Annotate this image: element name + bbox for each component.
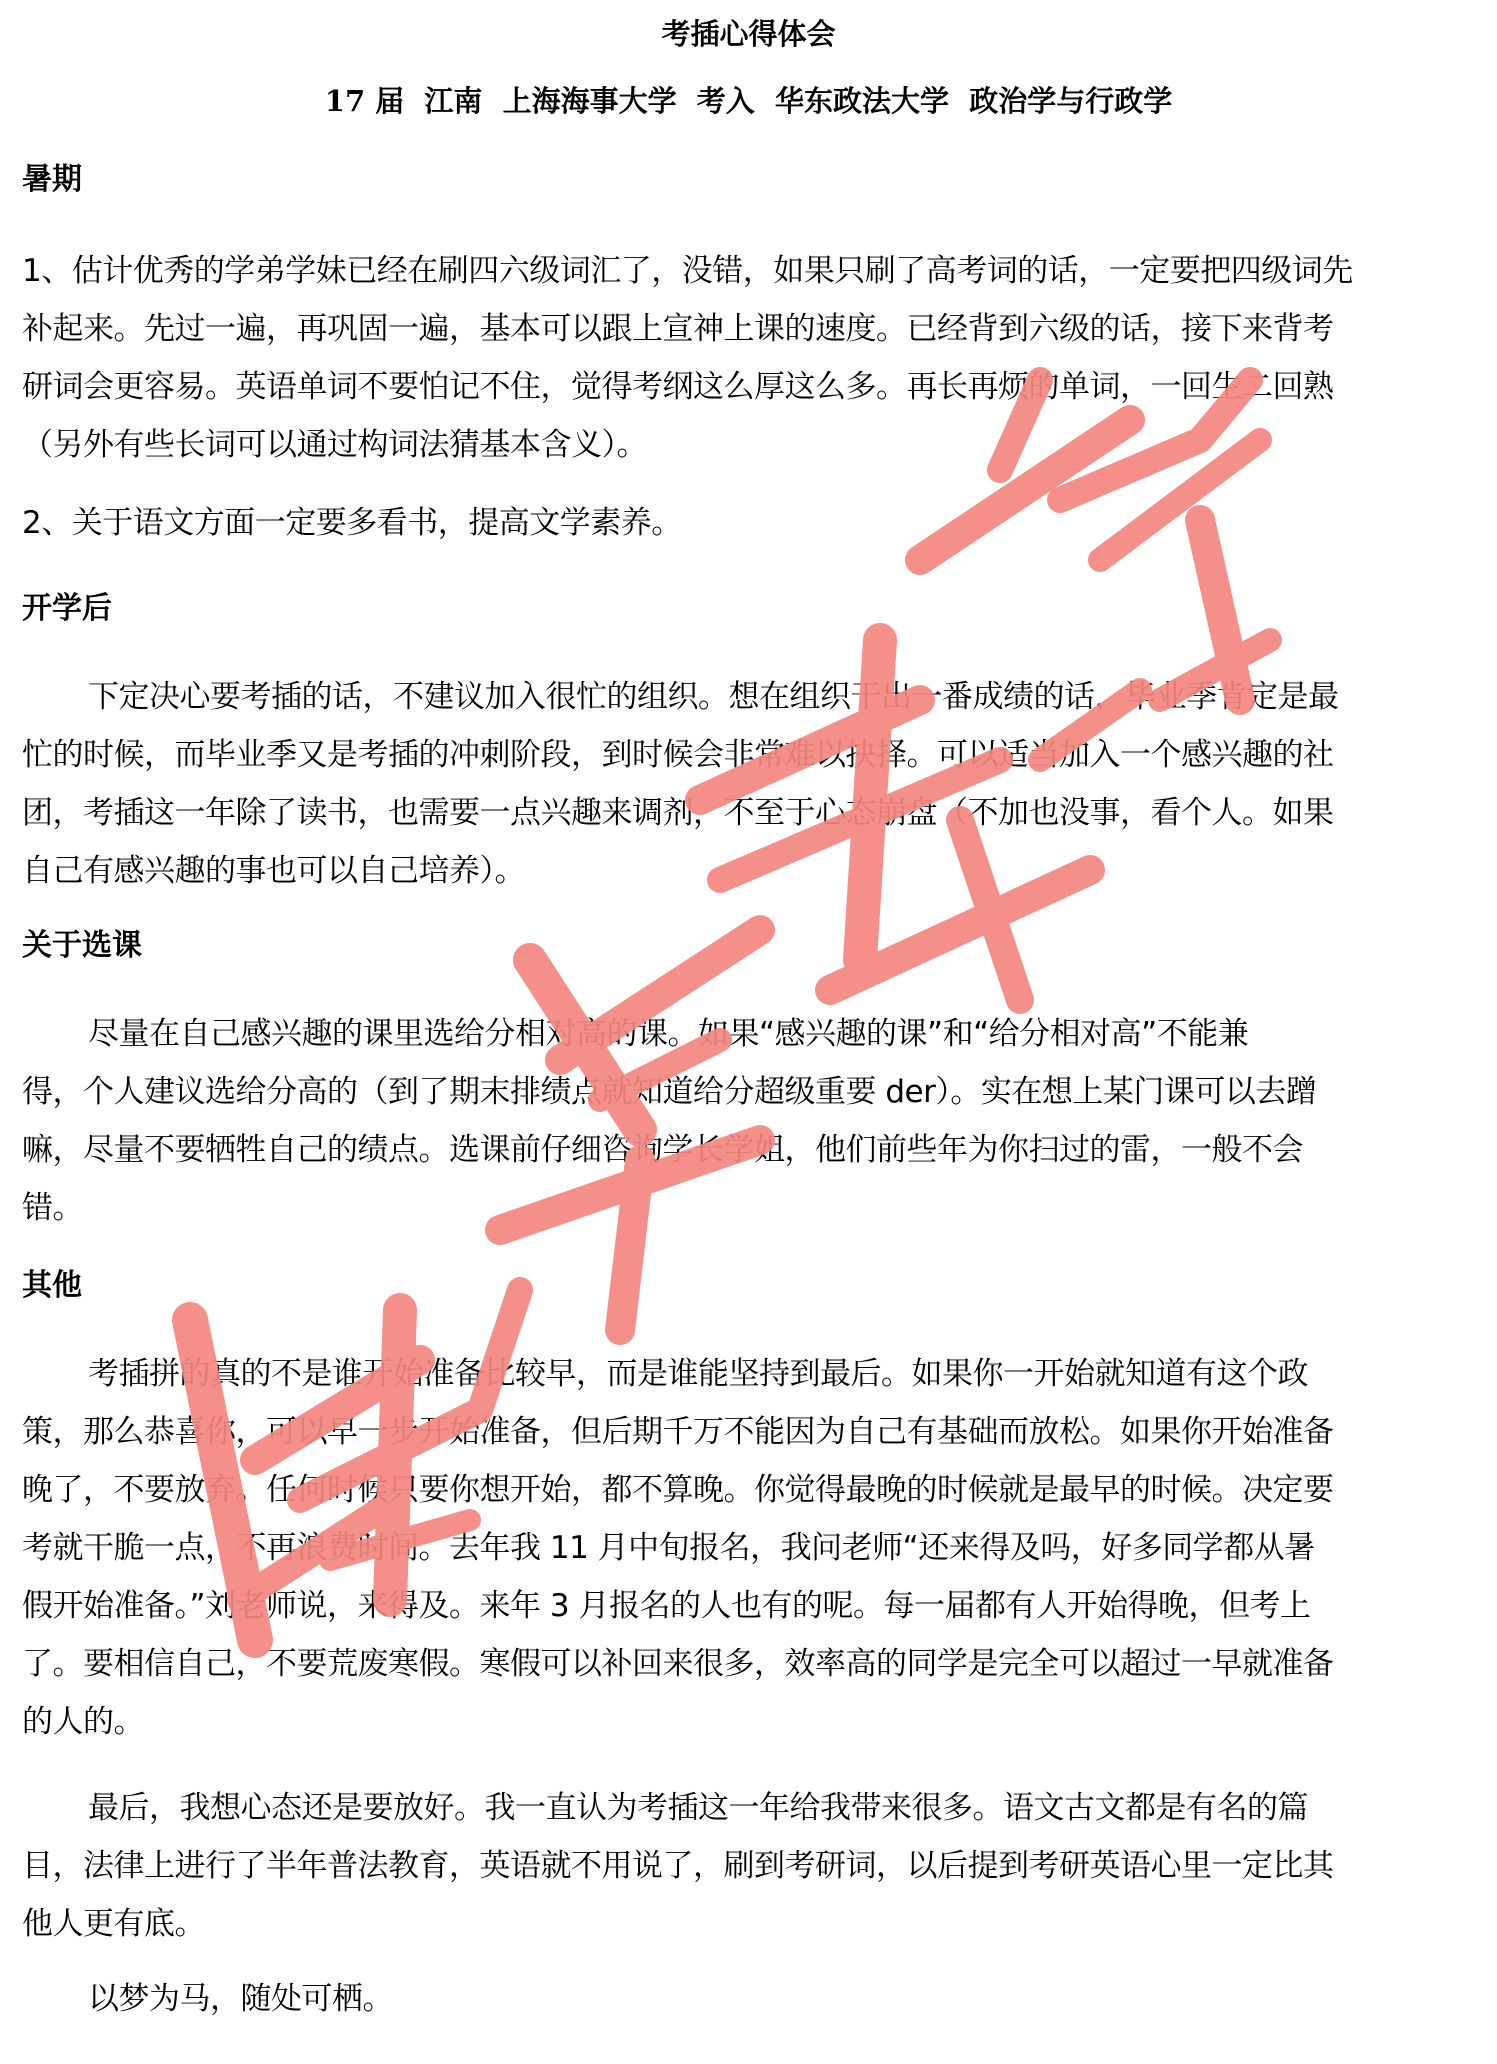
paragraph-semester-1: 下定决心要考插的话，不建议加入很忙的组织。想在组织干出一番成绩的话，毕业季肯定是最 忙的时候，而毕业季又是考插的冲刺阶段，到时候会非常难以抉择。可以适当加入一个感兴趣的社 团，考插这一年除了读书，也需要一点兴趣来调剂，不至于心态崩盘（不加也没事，看个人。如果 自己有感兴趣的事也可以自己培养）。 <box>22 679 1339 889</box>
paragraph-other-2: 最后，我想心态还是要放好。我一直认为考插这一年给我带来很多。语文古文都是有名的篇 目，法律上进行了半年普法教育，英语就不用说了，刷到考研词，以后提到考研英语心里一定比其 他人更有底。 <box>22 1790 1334 1942</box>
section-heading-summer: 暑期 <box>22 162 82 197</box>
section-heading-other: 其他 <box>22 1268 82 1303</box>
paragraph-course-selection-1: 尽量在自己感兴趣的课里选给分相对高的课。如果“感兴趣的课”和“给分相对高”不能兼 得，个人建议选给分高的（到了期末排绩点就知道给分超级重要 der）。实在想上某门课可以去蹭 嘛，尽量不要牺牲自己的绩点。选课前仔细咨询学长学姐，他们前些年为你扫过的雷，一般不会 错。 <box>22 1016 1317 1226</box>
paragraph-other-3: 以梦为马，随处可栖。 <box>88 1981 393 2017</box>
paragraph-summer-1: 1、估计优秀的学弟学妹已经在刷四六级词汇了，没错，如果只刷了高考词的话，一定要把四级词先 补起来。先过一遍，再巩固一遍，基本可以跟上宣神上课的速度。已经背到六级的话，接下来背考 研词会更容易。英语单词不要怕记不住，觉得考纲这么厚这么多。再长再烦的单词，一回生二回熟 （另外有些长词可以通过构词法猜基本含义）。 <box>22 253 1353 463</box>
paragraph-summer-2: 2、关于语文方面一定要多看书，提高文学素养。 <box>22 505 682 541</box>
document-subtitle: 17 届 江南 上海海事大学 考入 华东政法大学 政治学与行政学 <box>324 84 1173 118</box>
section-heading-course-selection: 关于选课 <box>22 928 142 963</box>
document-title: 考插心得体会 <box>661 17 836 51</box>
section-heading-semester: 开学后 <box>22 591 112 626</box>
paragraph-other-1: 考插拼的真的不是谁开始准备比较早，而是谁能坚持到最后。如果你一开始就知道有这个政 策，那么恭喜你，可以早一步开始准备，但后期千万不能因为自己有基础而放松。如果你开始准备 晚了，不要放弃。任何时候只要你想开始，都不算晚。你觉得最晚的时候就是最早的时候。决定要 考就干脆一点，不再浪费时间。去年我 11 月中旬报名，我问老师“还来得及吗，好多同学都从暑 假开始准备。”刘老师说，来得及。来年 3 月报名的人也有的呢。每一届都有人开始得晚，但考上 了。要相信自己，不要荒废寒假。寒假可以补回来很多，效率高的同学是完全可以超过一早就准备 的人的。 <box>22 1356 1334 1740</box>
